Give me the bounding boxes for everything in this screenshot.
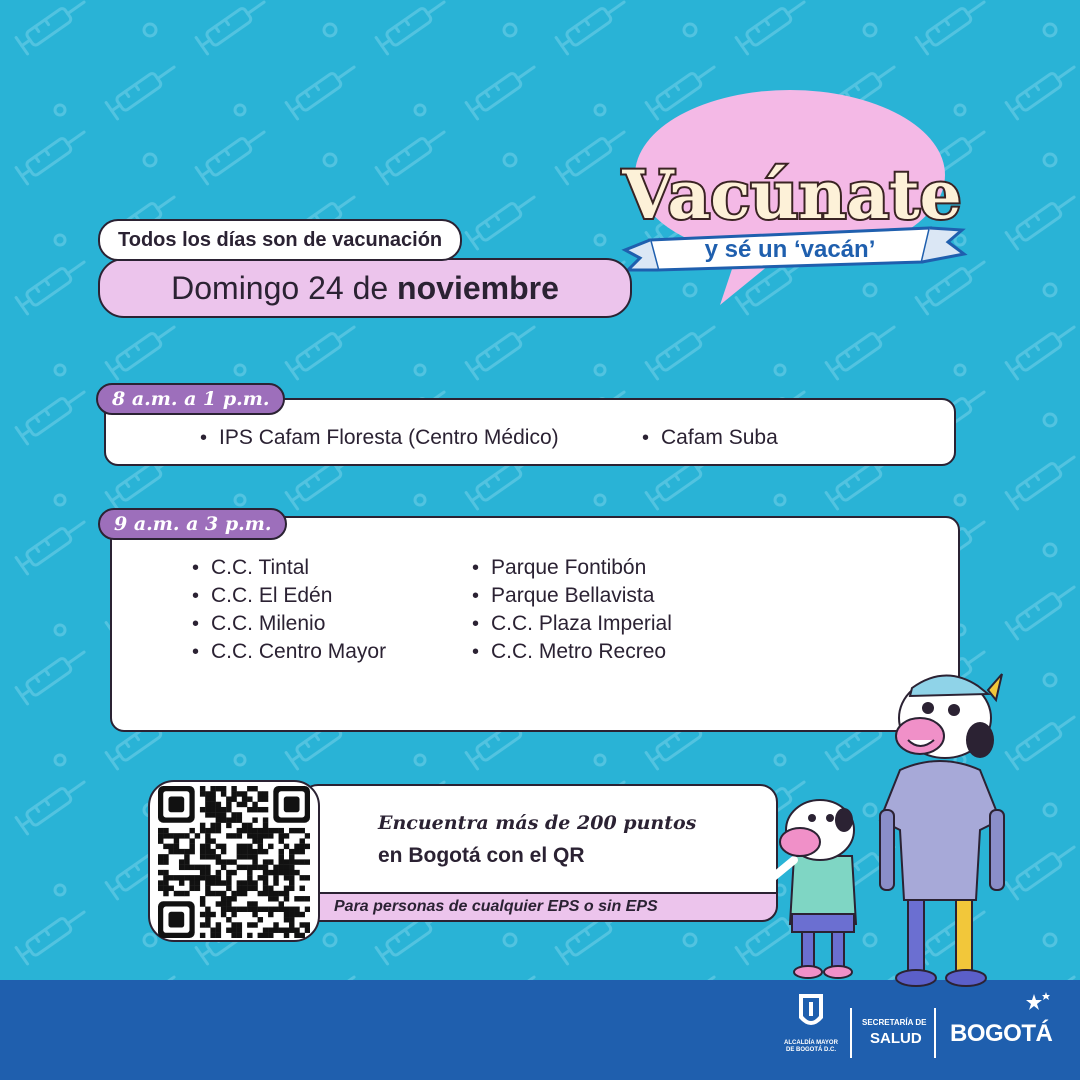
alcaldia-line2: DE BOGOTÁ D.C. [785, 1047, 836, 1053]
list-item: • Parque Bellavista [472, 584, 654, 608]
bogota-logo: BOGOTÁ [950, 1020, 1053, 1047]
divider [934, 1008, 936, 1058]
salud-label: SALUD [870, 1030, 922, 1047]
vacunate-logo [570, 80, 1020, 320]
date-month: noviembre [397, 270, 559, 306]
cow-mascot-icon [740, 660, 1040, 990]
list-item: • C.C. El Edén [192, 584, 332, 608]
alcaldia-line1: ALCALDÍA MAYOR [784, 1040, 838, 1046]
list-item: • C.C. Metro Recreo [472, 640, 666, 664]
logo-title: Vacúnate [622, 156, 962, 234]
tagline-pill: Todos los días son de vacunación [98, 219, 462, 261]
date-banner [98, 258, 632, 318]
schedule-label-midday: 9 a.m. a 3 p.m. [98, 508, 287, 540]
qr-code[interactable] [148, 780, 320, 942]
qr-code-icon [158, 786, 310, 938]
list-item: • Parque Fontibón [472, 556, 646, 580]
date-regular: Domingo 24 de [171, 270, 398, 306]
divider [850, 1008, 852, 1058]
star-icon [1022, 990, 1052, 1020]
speech-bubble-icon [570, 80, 1020, 320]
eps-note: Para personas de cualquier EPS o sin EPS [312, 892, 778, 922]
alcaldia-logo [782, 988, 840, 1068]
schedule-label-morning: 8 a.m. a 1 p.m. [96, 383, 285, 415]
logo-ribbon: y sé un ‘vacán’ [704, 236, 876, 263]
secretaria-label: SECRETARÍA DE [862, 1018, 927, 1027]
list-item: • C.C. Centro Mayor [192, 640, 386, 664]
list-item: • C.C. Plaza Imperial [472, 612, 672, 636]
qr-headline: en Bogotá con el QR [378, 844, 585, 867]
list-item: • C.C. Milenio [192, 612, 325, 636]
qr-headline-italic: Encuentra más de 200 puntos [378, 812, 697, 834]
list-item: • IPS Cafam Floresta (Centro Médico) [200, 426, 559, 450]
list-item: • Cafam Suba [642, 426, 778, 450]
list-item: • C.C. Tintal [192, 556, 309, 580]
footer-bar [0, 980, 1080, 1080]
coat-of-arms-icon [782, 988, 840, 1038]
